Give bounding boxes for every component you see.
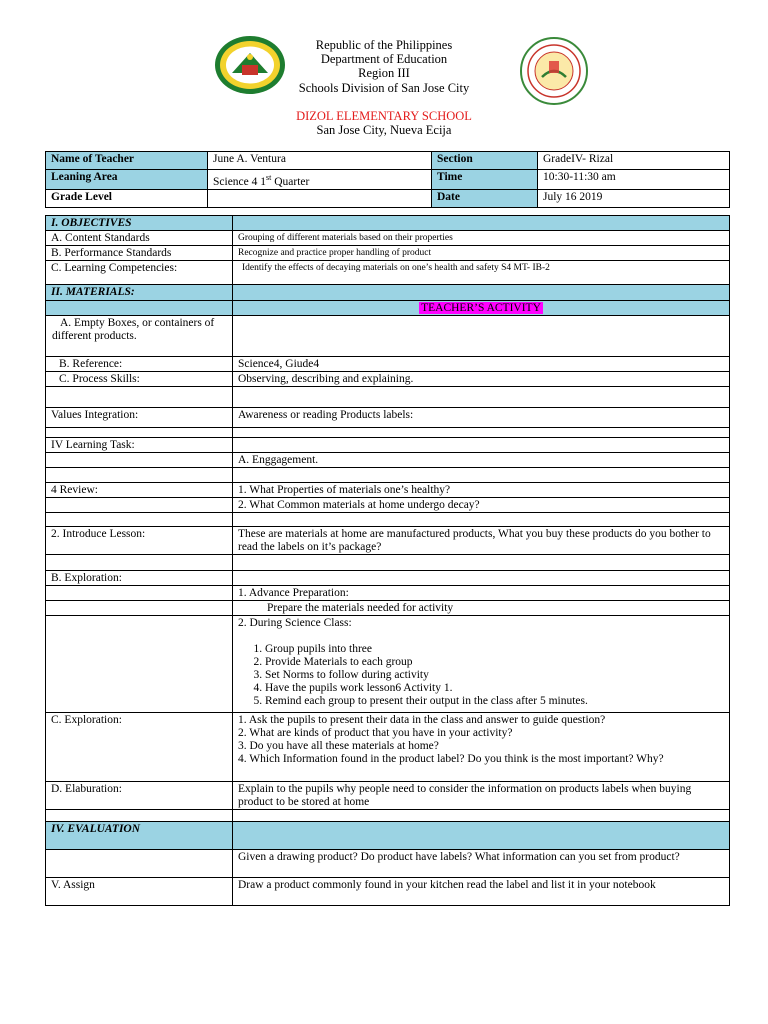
objectives-heading: I. OBJECTIVES xyxy=(46,216,233,231)
c-exploration-label: C. Exploration: xyxy=(46,713,233,782)
assign-label: V. Assign xyxy=(46,878,233,906)
step-item: 3. Set Norms to follow during activity xyxy=(265,669,724,682)
engagement-value: A. Enggagement. xyxy=(233,453,730,468)
during-class-left xyxy=(46,616,233,713)
section-value: GradeIV- Rizal xyxy=(538,152,730,170)
competencies-value: Identify the effects of decaying materials on one’s health and safety S4 MT- IB-2 xyxy=(233,261,730,285)
c-exploration-line: 3. Do you have all these materials at home? xyxy=(238,740,439,752)
during-class-cell xyxy=(233,616,730,713)
review-q1: 1. What Properties of materials one’s healthy? xyxy=(233,483,730,498)
area-value-suffix: Quarter xyxy=(271,175,310,188)
blank-left-1 xyxy=(46,387,233,408)
competencies-label: C. Learning Competencies: xyxy=(46,261,233,285)
blank-right-5 xyxy=(233,555,730,571)
evaluation-value: Given a drawing product? Do product have labels? What information can you set from product? xyxy=(233,850,730,878)
assign-value: Draw a product commonly found in your kitchen read the label and list it in your notebook xyxy=(233,878,730,906)
area-value-text: Science 4 1 xyxy=(213,175,267,188)
elaboration-value: Explain to the pupils why people need to consider the information on products labels when buying product to be stored at home xyxy=(233,782,730,810)
blank-right-3 xyxy=(233,468,730,483)
header-line-3: Region III xyxy=(358,66,410,81)
area-value xyxy=(208,170,432,190)
blank-left-3 xyxy=(46,468,233,483)
evaluation-left xyxy=(46,850,233,878)
school-seal-icon xyxy=(518,37,590,105)
blank-left-2 xyxy=(46,428,233,438)
date-label: Date xyxy=(432,189,538,207)
blank-left-5 xyxy=(46,555,233,571)
header-line-2: Department of Education xyxy=(320,52,448,67)
grade-value xyxy=(208,189,432,207)
reference-label: B. Reference: xyxy=(46,357,233,372)
materials-heading-fill xyxy=(233,285,730,301)
values-integration-label: Values Integration: xyxy=(46,408,233,428)
blank-right-2 xyxy=(233,428,730,438)
time-value: 10:30-11:30 am xyxy=(538,170,730,190)
school-name: DIZOL ELEMENTARY SCHOOL xyxy=(296,108,472,123)
activity-banner-left xyxy=(46,301,233,316)
evaluation-heading: IV. EVALUATION xyxy=(46,822,233,850)
blank-right-4 xyxy=(233,513,730,527)
step-item: 5. Remind each group to present their output in the class after 5 minutes. xyxy=(265,695,724,708)
activity-banner-cell xyxy=(233,301,730,316)
introduce-lesson-value: These are materials at home are manufactured products, What you buy these products do you bother to read the labels on it’s package? xyxy=(233,527,730,555)
step-item: 2. Provide Materials to each group xyxy=(265,656,724,669)
advance-prep-value: 1. Advance Preparation: xyxy=(233,586,730,601)
school-address: San Jose City, Nueva Ecija xyxy=(316,123,452,138)
school-header xyxy=(258,38,510,137)
step-item: 4. Have the pupils work lesson6 Activity 1. xyxy=(265,682,724,695)
content-standards-label: A. Content Standards xyxy=(46,231,233,246)
advance-prep-left xyxy=(46,586,233,601)
area-label: Leaning Area xyxy=(46,170,208,190)
date-value: July 16 2019 xyxy=(538,189,730,207)
blank-left-6 xyxy=(46,810,233,822)
teacher-label: Name of Teacher xyxy=(46,152,208,170)
c-exploration-line: 1. Ask the pupils to present their data in the class and answer to guide question? xyxy=(238,714,606,726)
c-exploration-line: 4. Which Information found in the product label? Do you think is the most important? Why? xyxy=(238,753,664,765)
materials-heading: II. MATERIALS: xyxy=(46,285,233,301)
teachers-activity-banner: TEACHER’S ACTIVITY xyxy=(421,302,541,314)
blank-right-1 xyxy=(233,387,730,408)
c-exploration-cell xyxy=(233,713,730,782)
learning-task-label: IV Learning Task: xyxy=(46,438,233,453)
lesson-table xyxy=(45,215,730,906)
step-item: 1. Group pupils into three xyxy=(265,643,724,656)
review-label: 4 Review: xyxy=(46,483,233,498)
review-q2: 2. What Common materials at home undergo decay? xyxy=(233,498,730,513)
during-class-heading: 2. During Science Class: xyxy=(238,617,352,629)
blank-right-6 xyxy=(233,810,730,822)
values-integration-value: Awareness or reading Products labels: xyxy=(233,408,730,428)
introduce-lesson-label: 2. Introduce Lesson: xyxy=(46,527,233,555)
engagement-left xyxy=(46,453,233,468)
prepare-left xyxy=(46,601,233,616)
process-skills-label: C. Process Skills: xyxy=(46,372,233,387)
objectives-heading-fill xyxy=(233,216,730,231)
info-table xyxy=(45,151,730,208)
reference-value: Science4, Giude4 xyxy=(233,357,730,372)
teacher-value: June A. Ventura xyxy=(208,152,432,170)
performance-standards-value: Recognize and practice proper handling of product xyxy=(233,246,730,261)
content-standards-value: Grouping of different materials based on their properties xyxy=(233,231,730,246)
performance-standards-label: B. Performance Standards xyxy=(46,246,233,261)
elaboration-label: D. Elaburation: xyxy=(46,782,233,810)
section-label: Section xyxy=(432,152,538,170)
exploration-label: B. Exploration: xyxy=(46,571,233,586)
exploration-value xyxy=(233,571,730,586)
time-label: Time xyxy=(432,170,538,190)
evaluation-heading-fill xyxy=(233,822,730,850)
review-left-2 xyxy=(46,498,233,513)
learning-task-value xyxy=(233,438,730,453)
prepare-materials-value: Prepare the materials needed for activity xyxy=(233,601,730,616)
header-line-4: Schools Division of San Jose City xyxy=(298,80,470,95)
process-skills-value: Observing, describing and explaining. xyxy=(233,372,730,387)
empty-boxes-label: A. Empty Boxes, or containers of different products. xyxy=(46,316,233,357)
c-exploration-line: 2. What are kinds of product that you have in your activity? xyxy=(238,727,513,739)
empty-boxes-value xyxy=(233,316,730,357)
area-value-sup: st xyxy=(266,173,272,182)
header-line-1: Republic of the Philippines xyxy=(315,38,453,52)
blank-left-4 xyxy=(46,513,233,527)
activity-steps-list xyxy=(238,643,724,708)
grade-label: Grade Level xyxy=(46,189,208,207)
